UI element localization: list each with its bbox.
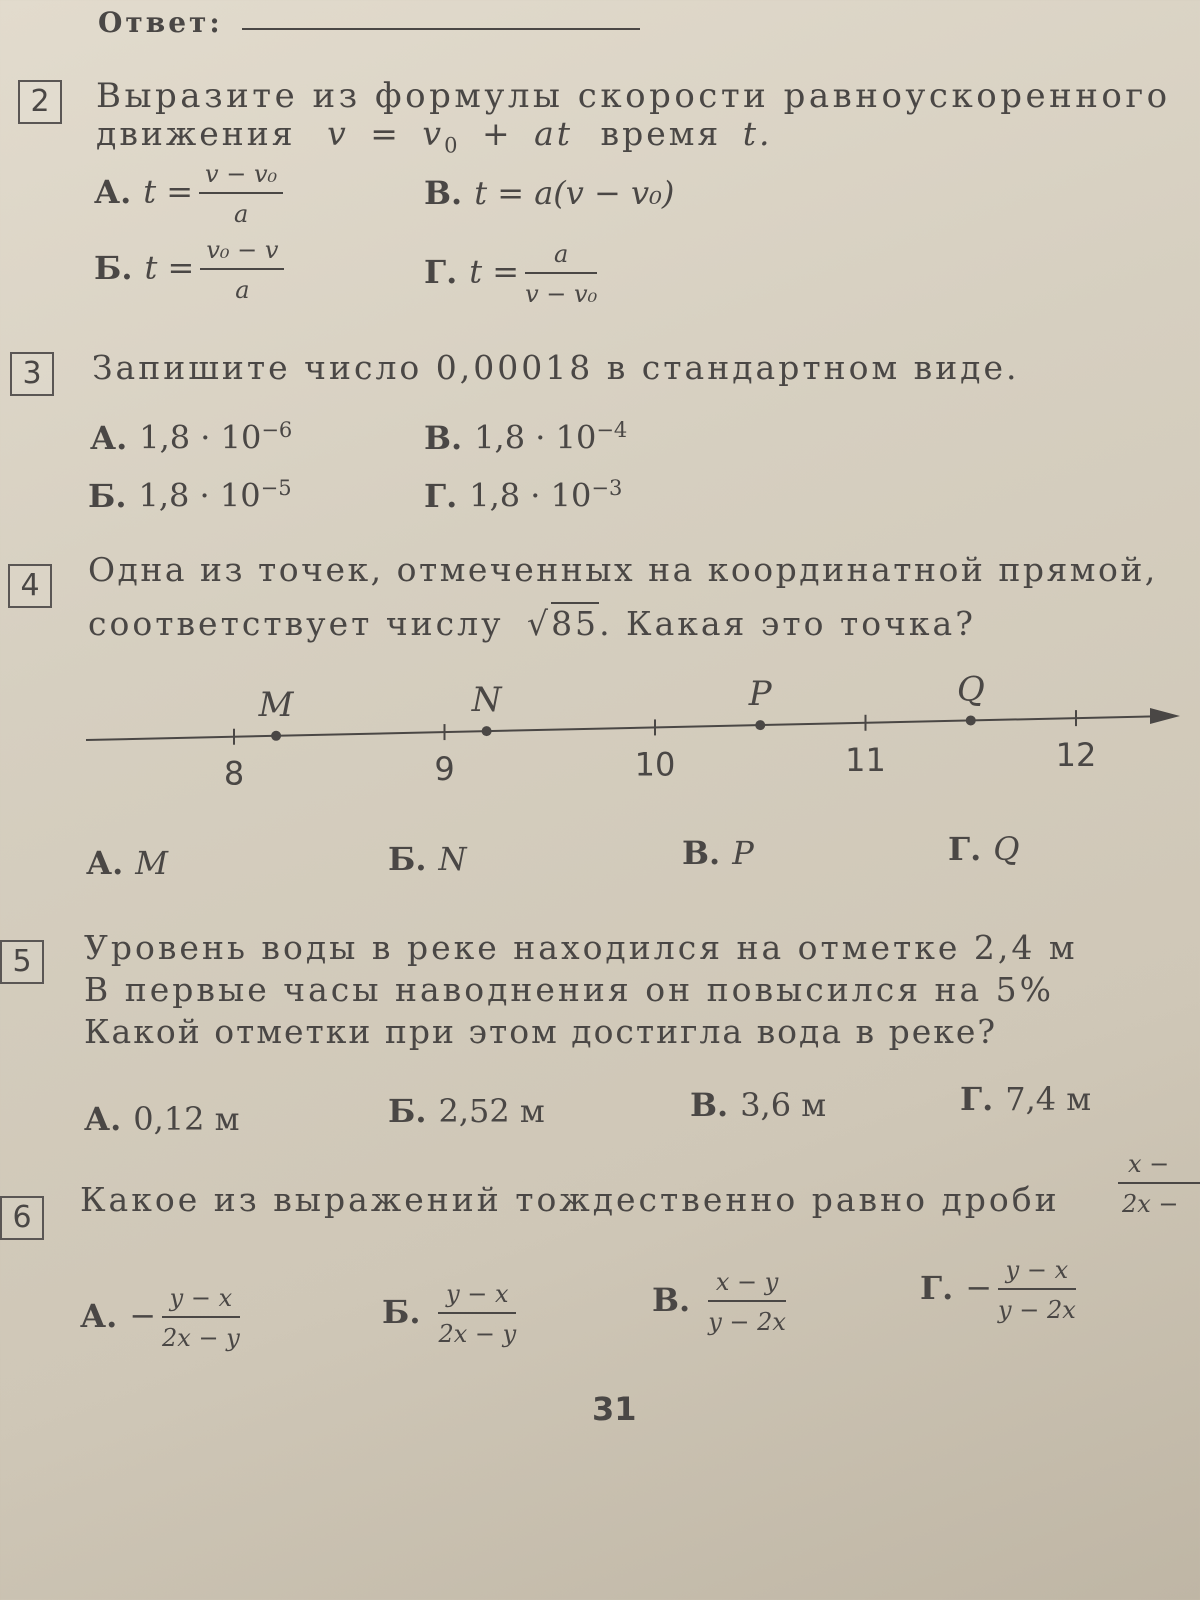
option-label: Б. [88, 476, 127, 515]
number-line-arrow [1150, 708, 1180, 724]
q2-formula-plus: + [481, 114, 513, 153]
fraction-denominator: a [233, 200, 249, 228]
fraction [998, 1256, 1076, 1324]
option-base: 1,8 · 10 [139, 418, 262, 457]
q6-fraction-denominator: 2x − [1122, 1190, 1179, 1218]
option-base: 1,8 · 10 [469, 476, 592, 515]
q5-option-a[interactable] [84, 1100, 240, 1138]
q6-fraction [1118, 1150, 1200, 1218]
page-number: 31 [592, 1390, 637, 1428]
q2-option-v[interactable] [424, 174, 674, 212]
number-line-point-label: M [258, 684, 294, 725]
option-label: В. [682, 834, 721, 872]
q4-option-g[interactable] [948, 830, 1019, 868]
option-label: В. [424, 418, 463, 457]
option-label: А. [84, 1100, 122, 1138]
number-line-point-label: Q [956, 669, 985, 710]
number-line-tick-label: 11 [845, 740, 886, 779]
option-value: M [135, 844, 168, 882]
fraction [200, 236, 284, 304]
fraction-denominator: a [235, 276, 250, 304]
option-label: А. [86, 844, 124, 882]
number-line-point-q [966, 715, 976, 725]
fraction-denominator: y − 2x [998, 1296, 1076, 1324]
option-exponent: −6 [261, 418, 293, 442]
option-value: 0,12 м [133, 1100, 240, 1138]
q5-option-b[interactable] [388, 1092, 545, 1130]
number-line-point-label: P [748, 674, 772, 715]
q3-option-b[interactable] [88, 476, 292, 515]
option-lhs: t = [144, 248, 195, 287]
number-line-tick-label: 9 [434, 750, 455, 789]
fraction [162, 1284, 240, 1352]
q5-text-line3: Какой отметки при этом достигла вода в реке? [84, 1012, 998, 1051]
q2-text-pre: движения [96, 114, 296, 153]
fraction [199, 160, 283, 228]
q5-option-g[interactable] [960, 1080, 1091, 1118]
fraction-numerator: a [525, 240, 597, 274]
option-label: Б. [388, 840, 427, 878]
question-number-5: 5 [0, 940, 44, 984]
option-label: Г. [424, 252, 458, 291]
q4-option-v[interactable] [682, 834, 754, 872]
q4-text-line1: Одна из точек, отмеченных на координатной прямой, [88, 550, 1158, 589]
sqrt-value: 85 [551, 604, 600, 643]
q2-option-a[interactable] [94, 160, 283, 228]
number-line-axis [86, 716, 1172, 740]
q2-text-line1: Выразите из формулы скорости равноускоренного [96, 76, 1171, 116]
number-line-point-p [755, 720, 765, 730]
q2-formula-v: v [327, 114, 349, 153]
option-label: Г. [424, 476, 458, 515]
sqrt-sign: √ [527, 604, 552, 643]
option-label: Г. [920, 1268, 954, 1307]
option-sign: − [965, 1268, 993, 1307]
q4-text-pre: соответствует числу [88, 604, 504, 643]
option-base: 1,8 · 10 [474, 418, 597, 457]
q4-text-line2 [88, 604, 976, 643]
q3-text: Запишите число 0,00018 в стандартном виде. [92, 348, 1020, 387]
q6-option-b[interactable] [382, 1280, 516, 1348]
option-sign: − [129, 1296, 157, 1335]
question-number-4: 4 [8, 564, 52, 608]
option-exponent: −3 [591, 476, 623, 500]
option-value: 7,4 м [1005, 1080, 1092, 1118]
fraction-numerator: y − x [998, 1256, 1076, 1290]
option-label: В. [690, 1086, 729, 1124]
option-label: В. [424, 174, 463, 212]
option-exponent: −5 [260, 476, 292, 500]
q6-fraction-numerator: x − [1118, 1150, 1200, 1184]
number-line-tick-label: 12 [1055, 736, 1097, 775]
number-line-tick-label: 10 [634, 745, 676, 784]
q5-text-line2: В первые часы наводнения он повысился на 5% [84, 970, 1055, 1009]
q3-option-v[interactable] [424, 418, 627, 457]
option-base: 1,8 · 10 [138, 476, 261, 515]
option-value: P [732, 834, 754, 872]
option-exponent: −4 [596, 418, 628, 442]
number-line-point-label: N [471, 680, 502, 721]
option-expression: t = a(v − v₀) [474, 174, 675, 212]
option-label: Б. [388, 1092, 427, 1130]
q6-option-v[interactable] [652, 1268, 786, 1336]
q5-text-line1: Уровень воды в реке находился на отметке 2,4 м [84, 928, 1078, 967]
fraction-denominator: v − v₀ [525, 280, 598, 308]
option-lhs: t = [469, 252, 520, 291]
q2-formula-eq: = [370, 114, 401, 153]
question-number-6: 6 [0, 1196, 44, 1240]
option-label: Г. [948, 830, 982, 868]
number-line-ticks [224, 710, 1097, 793]
q4-text-post: . Какая это точка? [599, 604, 976, 643]
number-line [0, 650, 1200, 800]
option-lhs: t = [143, 172, 194, 211]
q2-text-line2 [96, 114, 773, 158]
q2-var-t: t. [742, 114, 773, 153]
fraction-numerator: v − v₀ [199, 160, 283, 194]
fraction-numerator: x − y [708, 1268, 786, 1302]
q4-option-b[interactable] [388, 840, 466, 878]
q3-option-g[interactable] [424, 476, 622, 515]
fraction-denominator: 2x − y [162, 1324, 240, 1352]
fraction-numerator: y − x [438, 1280, 516, 1314]
q2-text-post: время [600, 114, 722, 153]
q5-option-v[interactable] [690, 1086, 826, 1124]
option-label: А. [80, 1296, 118, 1335]
question-number-2: 2 [18, 80, 62, 124]
answer-label: Ответ: [98, 6, 223, 39]
q6-option-g[interactable] [920, 1256, 1076, 1324]
option-label: А. [94, 172, 132, 211]
q2-formula-v0-sub: 0 [444, 133, 461, 158]
option-value: 3,6 м [740, 1086, 827, 1124]
option-value: 2,52 м [438, 1092, 545, 1130]
q2-formula-v0: v [422, 114, 445, 153]
option-value: Q [993, 830, 1020, 868]
option-label: Б. [94, 248, 133, 287]
option-label: В. [652, 1280, 691, 1319]
question-number-3: 3 [10, 352, 54, 396]
number-line-point-m [271, 731, 281, 741]
option-value: N [438, 840, 467, 878]
fraction-numerator: v₀ − v [200, 236, 284, 270]
option-label: Б. [382, 1292, 421, 1331]
number-line-points [258, 669, 985, 740]
fraction-denominator: 2x − y [438, 1320, 517, 1348]
answer-line [242, 28, 640, 30]
fraction-denominator: y − 2x [708, 1308, 786, 1336]
q3-option-a[interactable] [90, 418, 292, 457]
number-line-point-n [482, 726, 492, 736]
fraction [438, 1280, 516, 1348]
number-line-tick-label: 8 [223, 754, 245, 793]
q2-option-b[interactable] [94, 236, 284, 304]
fraction [525, 240, 597, 308]
fraction-numerator: y − x [162, 1284, 240, 1318]
option-label: А. [90, 418, 128, 457]
fraction [708, 1268, 786, 1336]
q6-text: Какое из выражений тождественно равно дроби [80, 1180, 1060, 1219]
q2-formula-at: at [534, 114, 574, 153]
q6-option-a[interactable] [80, 1284, 240, 1352]
q2-option-g[interactable] [424, 240, 597, 308]
q4-option-a[interactable] [86, 844, 168, 882]
option-label: Г. [960, 1080, 994, 1118]
